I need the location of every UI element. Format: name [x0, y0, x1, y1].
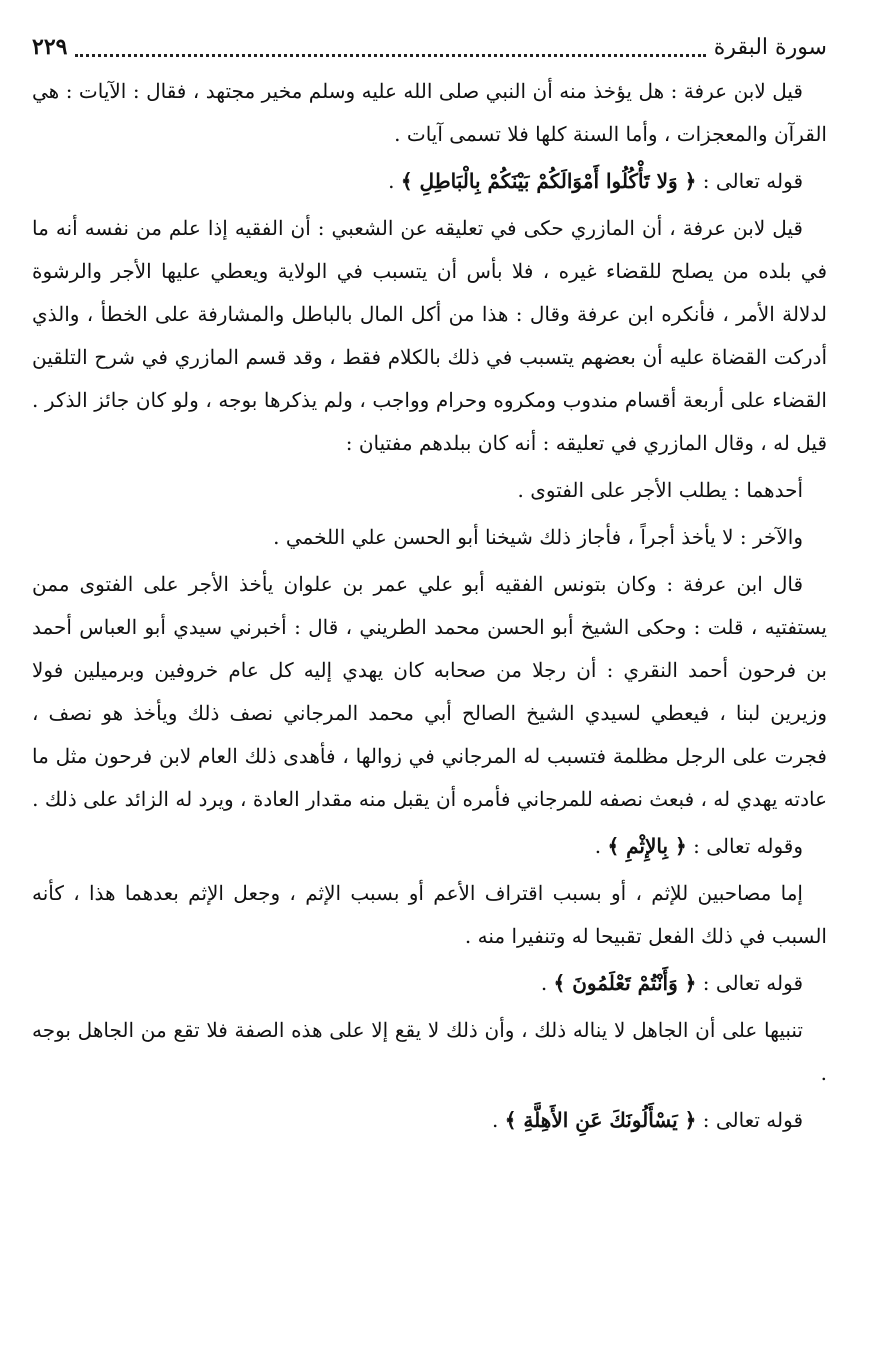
sura-title: سورة البقرة	[713, 35, 827, 60]
verse-suffix: .	[594, 834, 608, 858]
paragraph-4: والآخر : لا يأخذ أجراً ، فأجاز ذلك شيخنا أبو الحسن علي اللخمي .	[273, 525, 803, 549]
verse-prefix: قوله تعالى :	[696, 971, 803, 995]
paragraph-2: قيل لابن عرفة ، أن المازري حكى في تعليقه عن الشعبي : أن الفقيه إذا علم من نفسه أنه ما في بلده من يصلح للقضاء غيره ، فلا بأس أن يتسبب في الولاية ويعطي عليها الأجر والرشوة لدلالة الأمر ، فأنكره ابن عرفة وقال : هذا من أكل المال بالباطل والمشارفة على الخطأ ، والذي أدركت القضاة عليه أن بعضهم يتسبب في ذلك بالكلام فقط ، وقد قسم المازري في شرح التلقين القضاء على أربعة أقسام مندوب ومكروه وحرام وواجب ، ولم يذكرها بوجه ، ولو كان جائز الذكر . قيل له ، وقال المازري في تعليقه : أنه كان ببلدهم مفتيان :	[32, 216, 827, 455]
header-dotted-leader	[75, 40, 705, 57]
page-number: ٢٢٩	[32, 34, 68, 60]
paragraph-1: قيل لابن عرفة : هل يؤخذ منه أن النبي صلى الله عليه وسلم مخير مجتهد ، فقال : الآيات : هي القرآن والمعجزات ، وأما السنة كلها فلا تسمى آيات .	[32, 79, 827, 146]
verse-suffix: .	[492, 1108, 505, 1132]
quran-verse: ﴿ وَأَنْتُمْ تَعْلَمُونَ ﴾	[553, 971, 697, 995]
verse-prefix: وقوله تعالى :	[686, 834, 803, 858]
paragraph-6: إما مصاحبين للإثم ، أو بسبب اقتراف الأعم أو بسبب الإثم ، وجعل الإثم بعدهما هذا ، كأنه السبب في ذلك الفعل تقبيحا له وتنفيرا منه .	[32, 881, 827, 948]
verse-line-2	[32, 825, 827, 868]
verse-line-4	[32, 1099, 827, 1142]
paragraph-5: قال ابن عرفة : وكان بتونس الفقيه أبو علي عمر بن علوان يأخذ الأجر على الفتوى ممن يستفتيه ، قلت : وحكى الشيخ أبو الحسن محمد الطريني ، قال : أخبرني سيدي أبو العباس أحمد بن فرحون أحمد النقري : أن رجلا من صحابه كان يهدي إليه كل عام خروفين وبرميلين فولا وزيرين لبنا ، فيعطي لسيدي الشيخ الصالح أبي محمد المرجاني نصف ذلك ويأخذ هو نصف ، فجرت على الرجل مظلمة فتسبب له المرجاني في زوالها ، فأهدى ذلك العام لابن فرحون مثل ما عادته يهدي له ، فبعث نصفه للمرجاني فأمره أن يقبل منه مقدار العادة ، ويرد له الزائد على ذلك .	[32, 572, 827, 811]
quran-verse: ﴿ بِالإِثْمِ ﴾	[607, 834, 687, 858]
verse-suffix: .	[388, 169, 401, 193]
paragraph-3: أحدهما : يطلب الأجر على الفتوى .	[517, 478, 803, 502]
verse-line-3	[32, 962, 827, 1005]
verse-line-1	[32, 160, 827, 203]
paragraph-7: تنبيها على أن الجاهل لا يناله ذلك ، وأن ذلك لا يقع إلا على هذه الصفة فلا تقع من الجاهل بوجه .	[32, 1018, 827, 1085]
verse-suffix: .	[540, 971, 554, 995]
running-header	[32, 32, 827, 64]
quran-verse: ﴿ وَلا تَأْكُلُوا أَمْوَالَكُمْ بَيْنَكُمْ بِالْبَاطِلِ ﴾	[400, 169, 697, 193]
quran-verse: ﴿ يَسْأَلُونَكَ عَنِ الأَهِلَّةِ ﴾	[504, 1108, 697, 1132]
verse-prefix: قوله تعالى :	[696, 1108, 803, 1132]
book-page	[32, 32, 827, 1352]
verse-prefix: قوله تعالى :	[696, 169, 803, 193]
page-body	[32, 70, 827, 1142]
